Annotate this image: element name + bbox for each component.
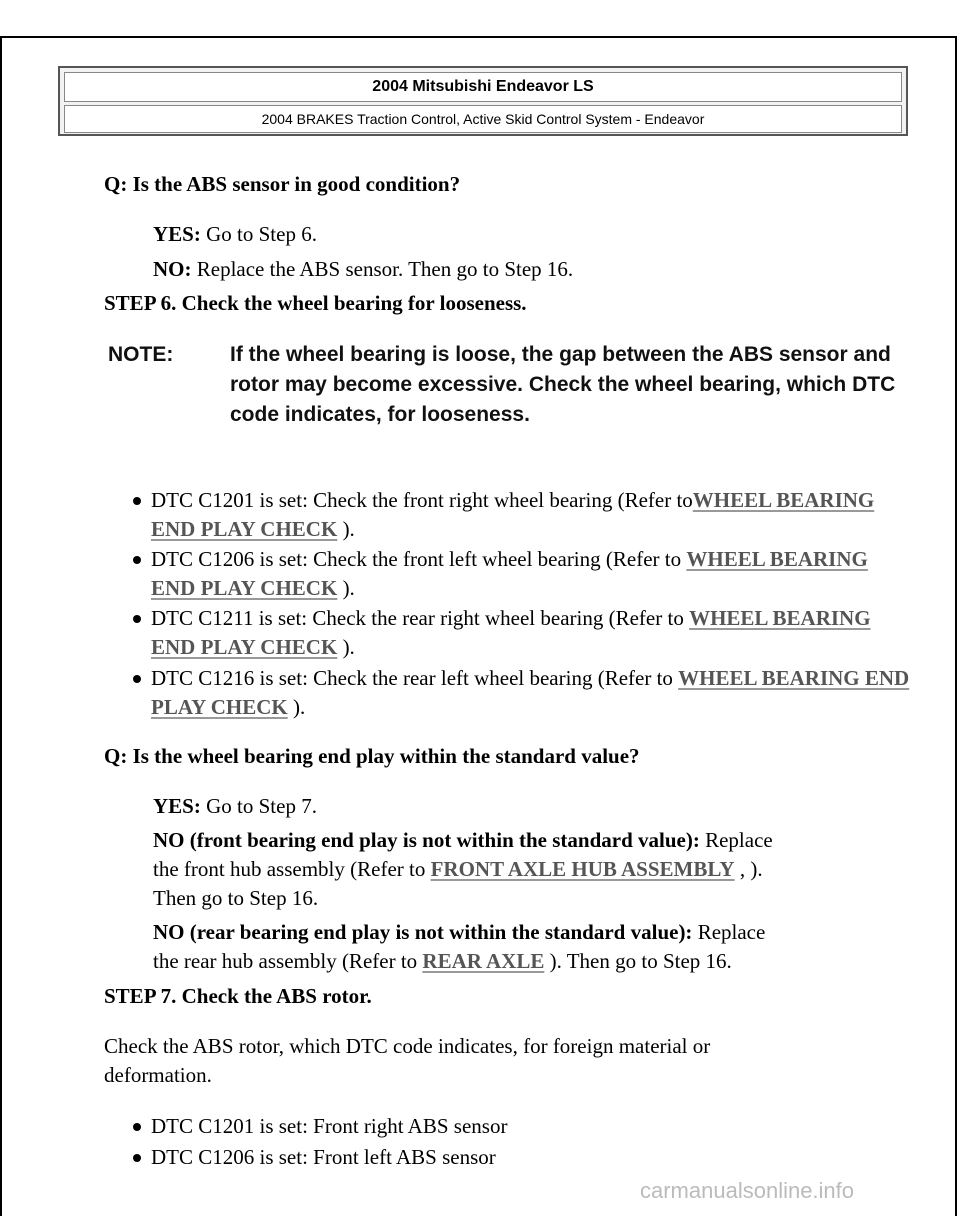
question-end-play: Q: Is the wheel bearing end play within the standard value? xyxy=(104,744,640,768)
step-6-heading: STEP 6. Check the wheel bearing for looseness. xyxy=(104,291,527,315)
front-axle-hub-link[interactable]: FRONT AXLE HUB ASSEMBLY xyxy=(430,857,735,881)
watermark: carmanualsonline.info xyxy=(640,1178,855,1203)
question-abs-sensor: Q: Is the ABS sensor in good condition? xyxy=(104,172,461,196)
answer-no-rear: NO (rear bearing end play is not within the standard value): Replace xyxy=(153,920,766,944)
bullet-icon xyxy=(133,1154,141,1162)
bullet-icon xyxy=(133,497,141,505)
wheel-bearing-link[interactable]: WHEEL BEARING END PLAY CHECK xyxy=(151,488,875,541)
header-title: 2004 Mitsubishi Endeavor LS xyxy=(64,72,902,102)
yes-label: YES: xyxy=(153,222,201,246)
answer-yes-2: YES: Go to Step 7. xyxy=(153,794,317,818)
wheel-bearing-link[interactable]: WHEEL BEARING END PLAY CHECK xyxy=(151,666,910,719)
answer-no-front: NO (front bearing end play is not within the standard value): Replace xyxy=(153,828,773,852)
answer-no-front-line2: the front hub assembly (Refer to FRONT AXLE HUB ASSEMBLY , ). xyxy=(153,857,763,881)
rear-axle-link[interactable]: REAR AXLE xyxy=(422,949,545,973)
step-7-heading: STEP 7. Check the ABS rotor. xyxy=(104,984,372,1008)
answer-no-1 xyxy=(153,255,573,284)
yes-text: Go to Step 6. xyxy=(200,222,317,246)
no-text: Replace the ABS sensor. Then go to Step 16. xyxy=(191,257,574,281)
step-7-paragraph-line2: deformation. xyxy=(104,1063,212,1087)
bullet-icon xyxy=(133,1123,141,1131)
wheel-bearing-link[interactable]: WHEEL BEARING END PLAY CHECK xyxy=(151,606,871,659)
answer-no-front-line3: Then go to Step 16. xyxy=(153,886,319,910)
header-subtitle: 2004 BRAKES Traction Control, Active Skid Control System - Endeavor xyxy=(64,105,902,133)
note-text: If the wheel bearing is loose, the gap between the ABS sensor and rotor may become excessive. Check the wheel bearing, which DTC code indicates, for looseness. xyxy=(230,343,896,426)
step-7-paragraph-line1: Check the ABS rotor, which DTC code indicates, for foreign material or xyxy=(104,1034,711,1058)
document-header xyxy=(58,66,908,136)
wheel-bearing-link[interactable]: WHEEL BEARING END PLAY CHECK xyxy=(151,547,868,600)
answer-no-rear-line2: the rear hub assembly (Refer to REAR AXLE ). Then go to Step 16. xyxy=(153,949,732,973)
bullet-icon xyxy=(133,556,141,564)
bullet-icon xyxy=(133,615,141,623)
note-label: NOTE: xyxy=(108,343,174,366)
no-label: NO: xyxy=(153,257,192,281)
answer-yes-1 xyxy=(153,220,317,249)
bullet-icon xyxy=(133,675,141,683)
